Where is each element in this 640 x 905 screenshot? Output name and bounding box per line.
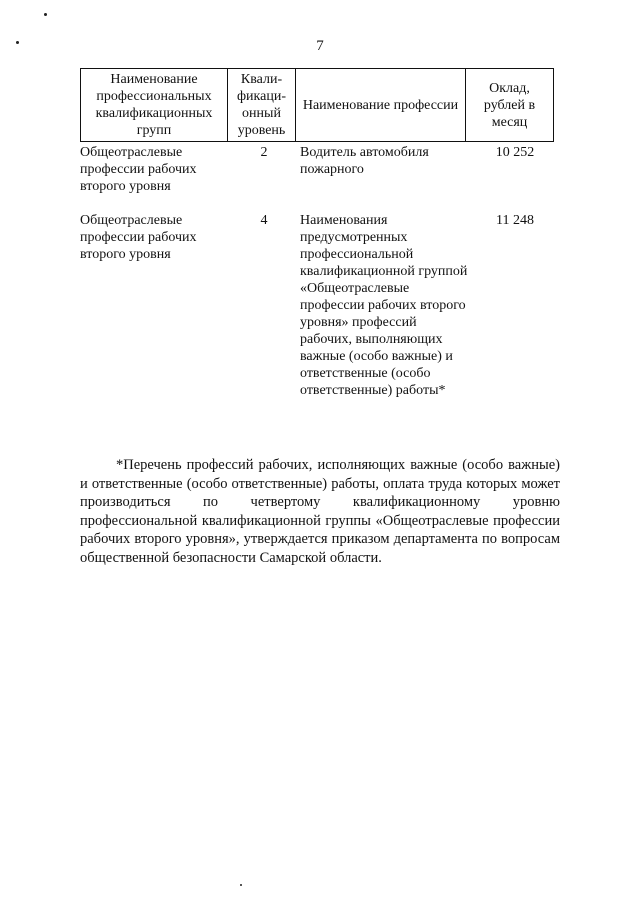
row-level: 2 <box>260 145 268 160</box>
scan-mark-1 <box>44 13 47 16</box>
header-salary: Оклад, рублей в месяц <box>466 69 554 142</box>
header-level: Квали-фикаци-онный уровень <box>228 69 296 142</box>
row-salary: 11 248 <box>496 213 534 228</box>
header-group: Наименование профессиональных квалификационных групп <box>81 69 228 142</box>
scan-mark-3 <box>240 884 242 886</box>
row-salary: 10 252 <box>495 145 535 160</box>
row-profession: Водитель автомобиля пожарного <box>300 145 429 177</box>
salary-table-header <box>80 68 554 142</box>
row-group: Общеотраслевые профессии рабочих второго уровня <box>80 213 197 262</box>
footnote-text: *Перечень профессий рабочих, исполняющих важные (особо важные) и ответственные (особо ответственные) работы, оплата труда которых может производиться по четвертому квалификационному уровню профессиональной квалификационной группы «Общеотраслевые профессии рабочих второго уровня», утверждается приказом департамента по вопросам общественной безопасности Самарской области. <box>80 457 560 566</box>
page-number: 7 <box>316 38 324 54</box>
row-group: Общеотраслевые профессии рабочих второго уровня <box>80 145 197 194</box>
row-profession: Наименования предусмотренных профессиональной квалификационной группой «Общеотраслевые профессии рабочих второго уровня» профессий рабочих, выполняющих важные (особо важные) и ответственные (особо ответственные) работы* <box>300 213 468 398</box>
header-profession: Наименование профессии <box>296 69 466 142</box>
row-level: 4 <box>260 213 268 228</box>
